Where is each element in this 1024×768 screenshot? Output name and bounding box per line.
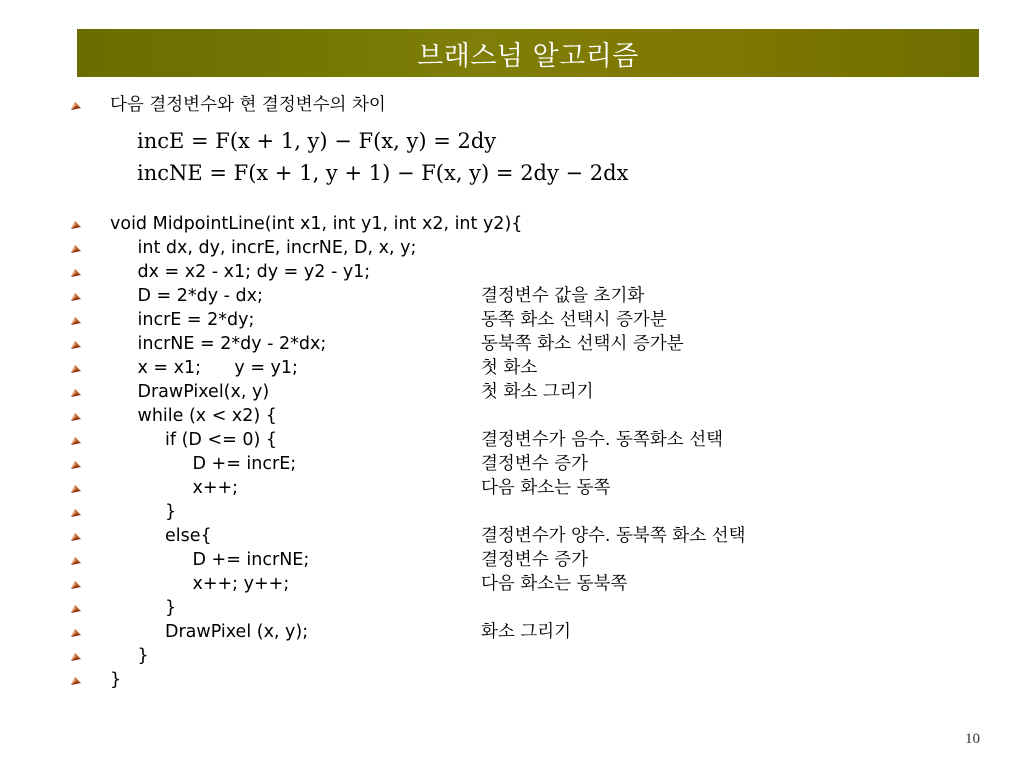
code-line: while (x < x2) { xyxy=(137,406,277,426)
bullet-icon xyxy=(70,315,82,327)
formula-inc-e: incE = F(x + 1, y) − F(x, y) = 2dy xyxy=(137,129,497,153)
code-line: x++; y++; xyxy=(192,574,290,594)
bullet-icon xyxy=(70,100,82,112)
code-line: D += incrNE; xyxy=(192,550,310,570)
bullet-icon xyxy=(70,267,82,279)
code-line: } xyxy=(110,670,122,690)
bullet-icon xyxy=(70,579,82,591)
code-comment: 첫 화소 그리기 xyxy=(481,382,594,402)
bullet-icon xyxy=(70,411,82,423)
bullet-icon xyxy=(70,363,82,375)
bullet-icon xyxy=(70,219,82,231)
code-comment: 동북쪽 화소 선택시 증가분 xyxy=(481,334,684,354)
slide-title: 브래스넘 알고리즘 xyxy=(417,40,639,72)
code-line: void MidpointLine(int x1, int y1, int x2, int y2){ xyxy=(110,214,523,234)
bullet-icon xyxy=(70,339,82,351)
bullet-icon xyxy=(70,291,82,303)
bullet-icon xyxy=(70,675,82,687)
page-number: 10 xyxy=(965,731,980,747)
formula-inc-ne: incNE = F(x + 1, y + 1) − F(x, y) = 2dy − 2dx xyxy=(137,161,629,185)
code-line: DrawPixel(x, y) xyxy=(137,382,270,402)
bullet-icon xyxy=(70,603,82,615)
bullet-icon xyxy=(70,651,82,663)
code-line: incrNE = 2*dy - 2*dx; xyxy=(137,334,327,354)
bullet-icon xyxy=(70,243,82,255)
code-line: int dx, dy, incrE, incrNE, D, x, y; xyxy=(137,238,417,258)
code-comment: 결정변수 증가 xyxy=(481,454,588,474)
bullet-icon xyxy=(70,531,82,543)
code-comment: 결정변수가 음수. 동쪽화소 선택 xyxy=(481,430,724,450)
bullet-icon xyxy=(70,387,82,399)
code-line: DrawPixel (x, y); xyxy=(165,622,309,642)
intro-text: 다음 결정변수와 현 결정변수의 차이 xyxy=(110,95,386,115)
code-line: } xyxy=(137,646,149,666)
bullet-icon xyxy=(70,555,82,567)
code-comment: 다음 화소는 동쪽 xyxy=(481,478,611,498)
code-line: } xyxy=(165,598,177,618)
code-comment: 결정변수 증가 xyxy=(481,550,588,570)
code-line: x = x1; y = y1; xyxy=(137,358,298,378)
bullet-icon xyxy=(70,435,82,447)
code-comment: 화소 그리기 xyxy=(481,622,572,642)
code-line: if (D <= 0) { xyxy=(165,430,277,450)
code-line: D += incrE; xyxy=(192,454,297,474)
bullet-icon xyxy=(70,507,82,519)
code-comment: 첫 화소 xyxy=(481,358,538,378)
code-comment: 다음 화소는 동북쪽 xyxy=(481,574,628,594)
code-comment: 결정변수 값을 초기화 xyxy=(481,286,645,306)
code-line: else{ xyxy=(165,526,212,546)
code-line: x++; xyxy=(192,478,239,498)
code-comment: 결정변수가 양수. 동북쪽 화소 선택 xyxy=(481,526,746,546)
code-line: incrE = 2*dy; xyxy=(137,310,255,330)
code-line: } xyxy=(165,502,177,522)
code-line: dx = x2 - x1; dy = y2 - y1; xyxy=(137,262,371,282)
bullet-icon xyxy=(70,483,82,495)
code-comment: 동쪽 화소 선택시 증가분 xyxy=(481,310,667,330)
code-line: D = 2*dy - dx; xyxy=(137,286,263,306)
title-bar xyxy=(77,29,979,77)
bullet-icon xyxy=(70,627,82,639)
bullet-icon xyxy=(70,459,82,471)
